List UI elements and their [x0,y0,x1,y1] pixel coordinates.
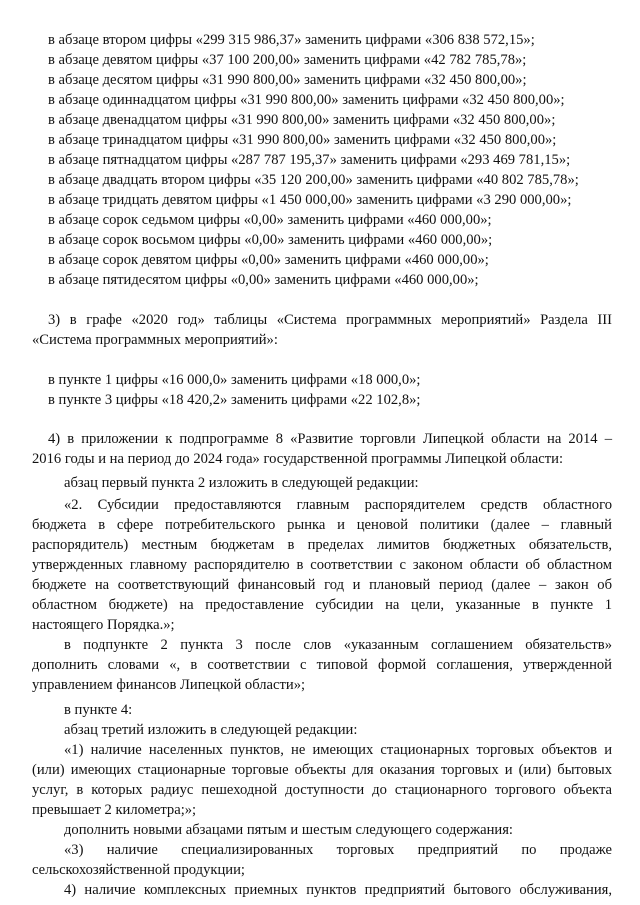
quote-paragraph-line: утвержденных главному распорядителю в соответствии с законом области об областном [32,557,612,573]
replacement-line: в абзаце двенадцатом цифры «31 990 800,00» заменить цифрами «32 450 800,00»; [48,112,556,128]
item3-heading: 3) в графе «2020 год» таблицы «Система программных мероприятий» Раздела III [48,312,612,328]
quote-condition-line: услуг, в которых радиус пешеходной доступности до стационарного торгового объекта [32,782,612,798]
item3-point: в пункте 3 цифры «18 420,2» заменить цифрами «22 102,8»; [48,392,421,408]
replacement-line: в абзаце десятом цифры «31 990 800,00» заменить цифрами «32 450 800,00»; [48,72,527,88]
replacement-line: в абзаце одиннадцатом цифры «31 990 800,00» заменить цифрами «32 450 800,00»; [48,92,565,108]
quote-paragraph-line: настоящего Порядка.»; [32,617,175,633]
point4-intro: в пункте 4: [64,702,133,718]
replacement-line: в абзаце сорок восьмом цифры «0,00» заменить цифрами «460 000,00»; [48,232,493,248]
subpoint-instruction-line: в подпункте 2 пункта 3 после слов «указанным соглашением обязательств» [64,637,612,653]
quote-paragraph-line: распорядитель) местным бюджетам в пределах лимитов бюджетных обязательств, [32,537,612,553]
replacement-line: в абзаце пятидесятом цифры «0,00» заменить цифрами «460 000,00»; [48,272,479,288]
quote-condition-line: «1) наличие населенных пунктов, не имеющих стационарных торговых объектов и [64,742,612,758]
item3-heading-continued: «Система программных мероприятий»: [32,332,278,348]
quote-condition-line: (или) имеющих стационарные торговые объекты для оказания торговых и (или) бытовых [32,762,612,778]
item4-heading: 4) в приложении к подпрограмме 8 «Развитие торговли Липецкой области на 2014 – [48,431,612,447]
replacement-line: в абзаце девятом цифры «37 100 200,00» заменить цифрами «42 782 785,78»; [48,52,527,68]
quote-condition-line: сельскохозяйственной продукции; [32,862,245,878]
subpoint-instruction-line: управлением финансов Липецкой области»; [32,677,306,693]
replacement-line: в абзаце втором цифры «299 315 986,37» заменить цифрами «306 838 572,15»; [48,32,535,48]
quote-condition-line: 4) наличие комплексных приемных пунктов предприятий бытового обслуживания, [64,882,612,898]
addition-instruction: дополнить новыми абзацами пятым и шестым следующего содержания: [64,822,513,838]
quote-condition-line: «3) наличие специализированных торговых предприятий по продаже [64,842,612,858]
replacement-line: в абзаце пятнадцатом цифры «287 787 195,37» заменить цифрами «293 469 781,15»; [48,152,571,168]
item3-point: в пункте 1 цифры «16 000,0» заменить цифрами «18 000,0»; [48,372,421,388]
replacement-line: в абзаце тринадцатом цифры «31 990 800,00» заменить цифрами «32 450 800,00»; [48,132,557,148]
quote-paragraph-line: бюджета в сфере потребительского рынка и ценовой политики (далее – главный [32,517,612,533]
quote-paragraph-line: «2. Субсидии предоставляются главным распорядителем средств областного [64,497,612,513]
quote-condition-line: превышает 2 километра;»; [32,802,197,818]
abzac-third-instruction: абзац третий изложить в следующей редакции: [64,722,358,738]
quote-paragraph-line: бюджете на соответствующий финансовый год и плановый период (далее – закон об [32,577,612,593]
replacement-line: в абзаце сорок седьмом цифры «0,00» заменить цифрами «460 000,00»; [48,212,492,228]
replacement-line: в абзаце тридцать девятом цифры «1 450 000,00» заменить цифрами «3 290 000,00»; [48,192,572,208]
item4-heading-continued: 2016 годы и на период до 2024 года» государственной программы Липецкой области: [32,451,563,467]
quote-paragraph-line: областном бюджете) на предоставление субсидии на цели, указанные в пункте 1 [32,597,612,613]
abzac-first-instruction: абзац первый пункта 2 изложить в следующей редакции: [64,475,419,491]
subpoint-instruction-line: дополнить словами «, в соответствии с типовой формой соглашения, утвержденной [32,657,612,673]
replacement-line: в абзаце сорок девятом цифры «0,00» заменить цифрами «460 000,00»; [48,252,489,268]
replacement-line: в абзаце двадцать втором цифры «35 120 200,00» заменить цифрами «40 802 785,78»; [48,172,579,188]
